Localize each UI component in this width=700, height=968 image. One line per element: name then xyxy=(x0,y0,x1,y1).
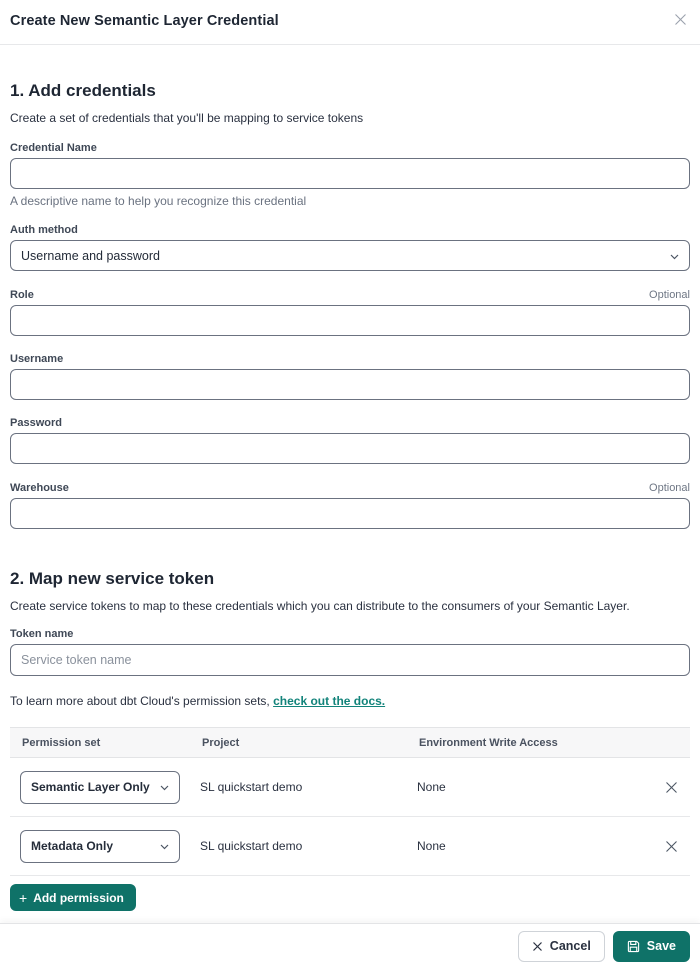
modal-body xyxy=(0,81,700,911)
environment-write-access-cell: None xyxy=(417,839,446,853)
table-row xyxy=(10,817,690,876)
remove-icon xyxy=(665,781,678,794)
credential-name-helper: A descriptive name to help you recognize this credential xyxy=(10,194,307,208)
token-name-input[interactable] xyxy=(10,644,690,676)
permission-set-value: Metadata Only xyxy=(31,839,114,853)
docs-text: To learn more about dbt Cloud's permission sets, xyxy=(10,694,274,708)
remove-row-button[interactable] xyxy=(663,838,680,855)
permission-set-select[interactable] xyxy=(20,771,180,804)
save-label: Save xyxy=(646,939,676,953)
permissions-table-header xyxy=(10,727,690,758)
chevron-down-icon xyxy=(160,778,169,796)
cancel-label: Cancel xyxy=(549,939,591,953)
add-permission-button[interactable] xyxy=(10,884,136,911)
environment-write-access-cell: None xyxy=(417,780,446,794)
cancel-button[interactable] xyxy=(518,931,605,962)
auth-method-label: Auth method xyxy=(10,224,78,236)
project-cell: SL quickstart demo xyxy=(200,839,303,853)
chevron-down-icon xyxy=(160,837,169,855)
plus-icon: + xyxy=(19,889,28,906)
role-input[interactable] xyxy=(10,305,690,336)
col-environment-write-access: Environment Write Access xyxy=(419,736,558,749)
remove-icon xyxy=(665,840,678,853)
close-button[interactable] xyxy=(671,10,690,29)
role-label: Role xyxy=(10,289,34,301)
permission-set-value: Semantic Layer Only xyxy=(31,780,150,794)
auth-method-select[interactable] xyxy=(10,240,690,271)
section2-heading: 2. Map new service token xyxy=(10,569,215,588)
add-permission-label: Add permission xyxy=(33,890,124,905)
remove-row-button[interactable] xyxy=(663,779,680,796)
permissions-table xyxy=(10,727,690,876)
col-permission-set: Permission set xyxy=(22,736,101,749)
cancel-x-icon xyxy=(532,941,543,952)
modal-footer xyxy=(0,923,700,968)
password-input[interactable] xyxy=(10,433,690,464)
section2-description: Create service tokens to map to these credentials which you can distribute to the consumers of your Semantic Layer. xyxy=(10,599,630,613)
username-input[interactable] xyxy=(10,369,690,400)
docs-link[interactable]: check out the docs. xyxy=(273,694,386,708)
token-name-label: Token name xyxy=(10,628,74,640)
modal-header xyxy=(0,0,700,45)
role-optional-tag: Optional xyxy=(649,289,690,301)
close-icon xyxy=(673,12,688,27)
permission-set-select[interactable] xyxy=(20,830,180,863)
save-button[interactable] xyxy=(613,931,690,962)
warehouse-input[interactable] xyxy=(10,498,690,529)
docs-line xyxy=(10,694,690,709)
credential-name-label: Credential Name xyxy=(10,142,97,154)
col-project: Project xyxy=(202,736,240,749)
credential-name-input[interactable] xyxy=(10,158,690,189)
warehouse-optional-tag: Optional xyxy=(649,482,690,494)
password-label: Password xyxy=(10,417,62,429)
section1-description: Create a set of credentials that you'll be mapping to service tokens xyxy=(10,111,364,125)
modal-title: Create New Semantic Layer Credential xyxy=(10,13,279,29)
username-label: Username xyxy=(10,353,64,365)
project-cell: SL quickstart demo xyxy=(200,780,303,794)
chevron-down-icon xyxy=(670,247,679,265)
section1-heading: 1. Add credentials xyxy=(10,81,156,100)
warehouse-label: Warehouse xyxy=(10,482,69,494)
table-row xyxy=(10,758,690,817)
save-disk-icon xyxy=(627,940,640,953)
auth-method-selected-value: Username and password xyxy=(21,248,160,263)
